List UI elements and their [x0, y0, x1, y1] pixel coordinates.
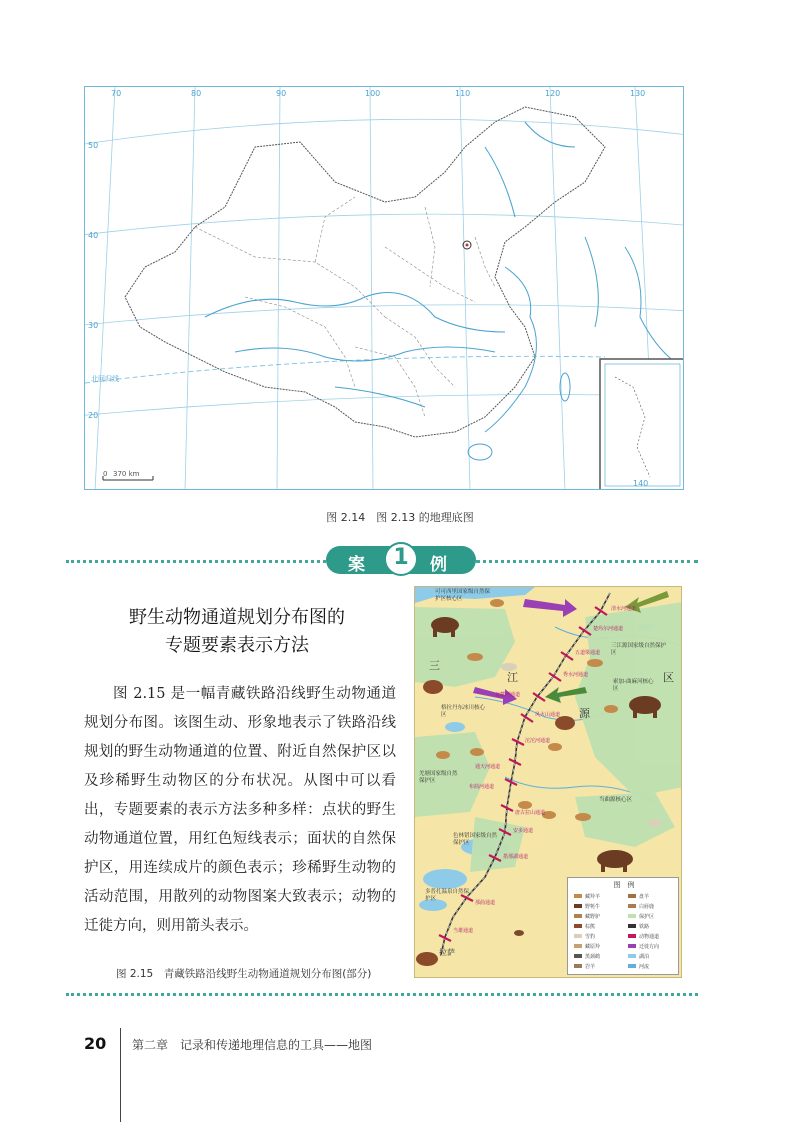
passage-label: 楚玛尔河通道 [593, 626, 624, 632]
legend-swatch [628, 904, 636, 908]
legend-item-label: 藏羚羊 [585, 894, 601, 900]
legend-swatch [574, 914, 582, 918]
legend-swatch [574, 944, 582, 948]
passage-label: 布曲河通道 [469, 784, 495, 790]
passage-label: 通天河通道 [475, 764, 501, 770]
lon-label: 100 [365, 89, 381, 98]
footer-rule [120, 1028, 121, 1122]
legend-item-label: 棕熊 [585, 924, 596, 930]
scale-label: 370 km [113, 470, 140, 478]
legend-item-label: 盘羊 [639, 894, 650, 900]
legend-item-label: 保护区 [639, 914, 655, 920]
legend-title: 图 例 [613, 881, 635, 889]
scale-zero: 0 [103, 470, 108, 478]
legend-item-label: 湖泊 [639, 954, 650, 960]
passage-label: 沱沱河通道 [525, 738, 551, 744]
legend-item-label: 岩羊 [585, 964, 596, 970]
banner-divider-right [476, 560, 698, 563]
legend-item-label: 雪豹 [585, 934, 596, 940]
passage-label: 安多通道 [513, 828, 534, 834]
passage-label: 秀水河通道 [563, 672, 589, 678]
lon-label: 110 [455, 89, 471, 98]
case-title-line: 专题要素表示方法 [165, 635, 309, 656]
legend-item-label: 藏原羚 [585, 944, 601, 950]
legend-swatch [574, 964, 582, 968]
lon-label: 70 [111, 89, 122, 98]
reserve-label: 三江源国家级自然保护区 [611, 643, 667, 656]
case-title-line: 野生动物通道规划分布图的 [129, 607, 345, 628]
lat-label: 50 [88, 141, 99, 150]
passage-label: 措那湖通道 [503, 854, 529, 860]
passage-label: 五道梁通道 [575, 650, 601, 656]
lhasa-label: 拉萨 [439, 948, 455, 957]
reserve-label: 索加-曲麻河核心区 [613, 679, 654, 692]
passage-label: 风火山通道 [535, 712, 561, 718]
reserve-label: 当曲源核心区 [599, 797, 633, 803]
case-study-banner [326, 544, 476, 576]
page-number: 20 [84, 1034, 107, 1053]
wildlife-passage-map [414, 586, 682, 978]
passage-label: 唐古拉山通道 [515, 810, 546, 816]
lon-label: 80 [191, 89, 202, 98]
banner-number: 1 [393, 545, 409, 570]
legend-swatch [628, 894, 636, 898]
legend-item-label: 野牦牛 [585, 904, 601, 910]
legend-swatch [628, 934, 636, 938]
lon-label: 140 [633, 479, 649, 488]
map-legend [567, 877, 679, 975]
passage-label: 北麓河通道 [495, 692, 521, 698]
legend-item-label: 黑颈鹤 [585, 954, 601, 960]
passage-label: 当雄通道 [453, 928, 474, 934]
figure-2-14-caption: 图 2.14 图 2.13 的地理底图 [326, 511, 474, 524]
passage-label: 清水河通道 [611, 606, 637, 612]
legend-swatch [628, 964, 636, 968]
china-base-map [84, 86, 684, 490]
base-map-drawing [85, 87, 684, 490]
legend-item-label: 藏野驴 [585, 914, 601, 920]
region-label: 区 [663, 671, 674, 684]
reserve-label: 多普扎温泉自然保护区 [425, 889, 470, 902]
lon-label: 90 [276, 89, 287, 98]
passage-label: 那曲通道 [475, 900, 496, 906]
reserve-label: 羌塘国家级自然保护区 [419, 771, 458, 784]
legend-swatch [574, 934, 582, 938]
legend-item-label: 迁徙方向 [639, 944, 660, 950]
banner-divider-left [66, 560, 326, 563]
region-label: 江 [507, 671, 518, 684]
lat-label: 30 [88, 321, 99, 330]
region-label: 三 [429, 659, 440, 672]
banner-char-an: 案 [348, 555, 365, 575]
reserve-label: 色林错国家级自然保护区 [453, 833, 498, 846]
legend-swatch [574, 894, 582, 898]
legend-item-label: 河流 [639, 964, 650, 970]
lon-label: 120 [545, 89, 561, 98]
legend-item-label: 铁路 [639, 924, 650, 930]
legend-swatch [574, 904, 582, 908]
reserve-label: 可可西里国家级自然保护区核心区 [435, 589, 491, 602]
legend-item-label: 动物通道 [639, 934, 660, 940]
reserve-label: 格拉丹东冰川核心区 [441, 705, 486, 718]
legend-swatch [574, 924, 582, 928]
banner-char-li: 例 [430, 555, 447, 575]
legend-swatch [628, 944, 636, 948]
chapter-title: 第二章 记录和传递地理信息的工具——地图 [132, 1038, 373, 1052]
lat-label: 40 [88, 231, 99, 240]
lat-label: 20 [88, 411, 99, 420]
case-body-paragraph: 图 2.15 是一幅青藏铁路沿线野生动物通道规划分布图。该图生动、形象地表示了铁路沿线规划的野生动物通道的位置、附近自然保护区以及珍稀野生动物区的分布状况。从图中可以看出，专题要素的表示方法多种多样：点状的野生动物通道位置，用红色短线表示；面状的自然保护区，用连续成片的颜色表示；珍稀野生动物的活动范围，用散列的动物图案大致表示；动物的迁徙方向，则用箭头表示。 [84, 686, 396, 934]
lon-label: 130 [630, 89, 646, 98]
region-label: 源 [579, 707, 590, 720]
banner-number-circle [384, 542, 418, 576]
legend-swatch [628, 954, 636, 958]
tropic-of-cancer-label: 北回归线 [91, 375, 119, 383]
case-title [84, 604, 390, 660]
figure-2-15-caption: 图 2.15 青藏铁路沿线野生动物通道规划分布图(部分) [116, 968, 372, 980]
bottom-divider [66, 993, 698, 996]
legend-item-label: 白唇鹿 [639, 904, 655, 910]
legend-swatch [628, 924, 636, 928]
legend-swatch [574, 954, 582, 958]
legend-swatch [628, 914, 636, 918]
